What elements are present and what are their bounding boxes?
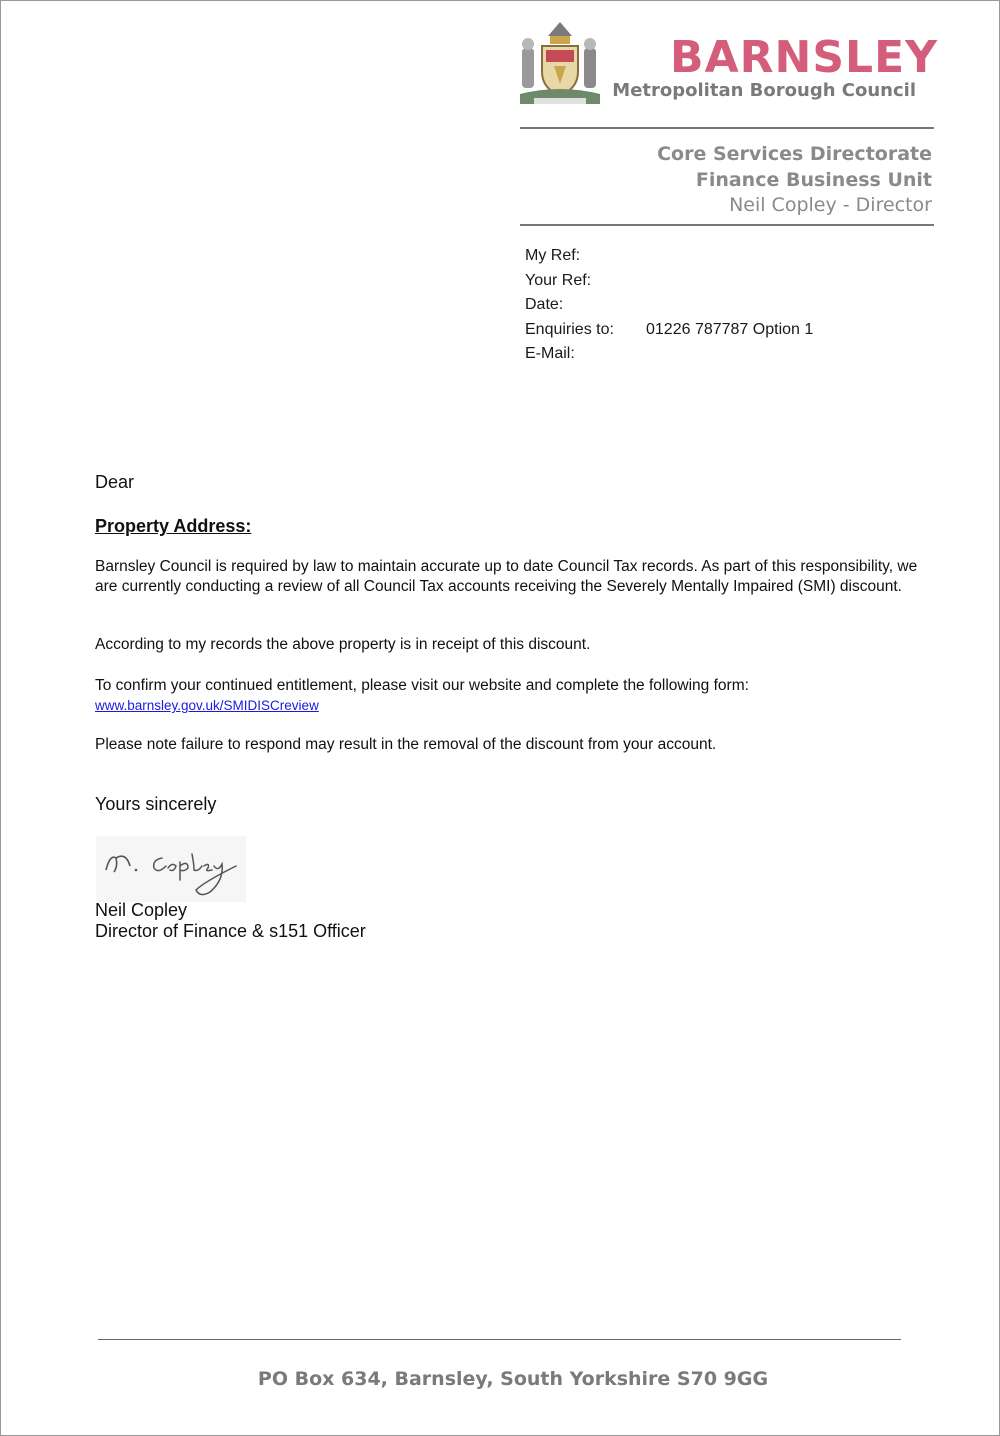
ref-row — [525, 293, 813, 318]
signer-block — [95, 900, 366, 942]
brand-name: BARNSLEY — [670, 32, 938, 83]
header-divider-top — [520, 127, 934, 129]
paragraph-failure-notice: Please note failure to respond may result in the removal of the discount from your account. — [95, 736, 717, 753]
header-divider-bottom — [520, 224, 934, 226]
ref-row — [525, 318, 813, 343]
directorate: Core Services Directorate — [657, 143, 932, 165]
ref-row — [525, 269, 813, 294]
ref-label: Enquiries to: — [525, 320, 614, 338]
salutation: Dear — [95, 472, 135, 492]
brand-subtitle: Metropolitan Borough Council — [612, 80, 916, 101]
ref-label: Date: — [525, 296, 564, 313]
coat-of-arms-logo — [514, 18, 606, 110]
handwritten-signature — [96, 836, 246, 902]
property-address-heading: Property Address: — [95, 516, 252, 536]
confirm-text: To confirm your continued entitlement, please visit our website and complete the following form: — [95, 677, 749, 694]
paragraph-review-notice: Barnsley Council is required by law to maintain accurate up to date Council Tax records. As part of this responsibility, we are currently conducting a review of all Council Tax accounts receiving the Severely Mentally Impaired (SMI) discount. — [95, 558, 918, 595]
signer-title: Director of Finance & s151 Officer — [95, 921, 366, 941]
business-unit: Finance Business Unit — [695, 168, 932, 191]
paragraph-discount-receipt: According to my records the above property is in receipt of this discount. — [95, 636, 591, 653]
director: Neil Copley - Director — [729, 194, 932, 216]
smi-review-form-link[interactable]: www.barnsley.gov.uk/SMIDISCreview — [95, 698, 319, 713]
ref-label: E-Mail: — [525, 345, 575, 362]
footer-divider — [98, 1339, 901, 1340]
footer-address: PO Box 634, Barnsley, South Yorkshire S70 9GG — [257, 1368, 769, 1390]
reference-table — [525, 244, 813, 367]
signer-name: Neil Copley — [95, 900, 188, 920]
ref-row — [525, 244, 813, 269]
ref-label: My Ref: — [525, 247, 581, 264]
closing: Yours sincerely — [95, 794, 217, 814]
ref-row — [525, 342, 813, 367]
paragraph-confirm-entitlement — [95, 676, 940, 716]
department-block — [520, 142, 932, 219]
ref-label: Your Ref: — [525, 271, 592, 289]
ref-value: 01226 787787 Option 1 — [646, 320, 814, 338]
